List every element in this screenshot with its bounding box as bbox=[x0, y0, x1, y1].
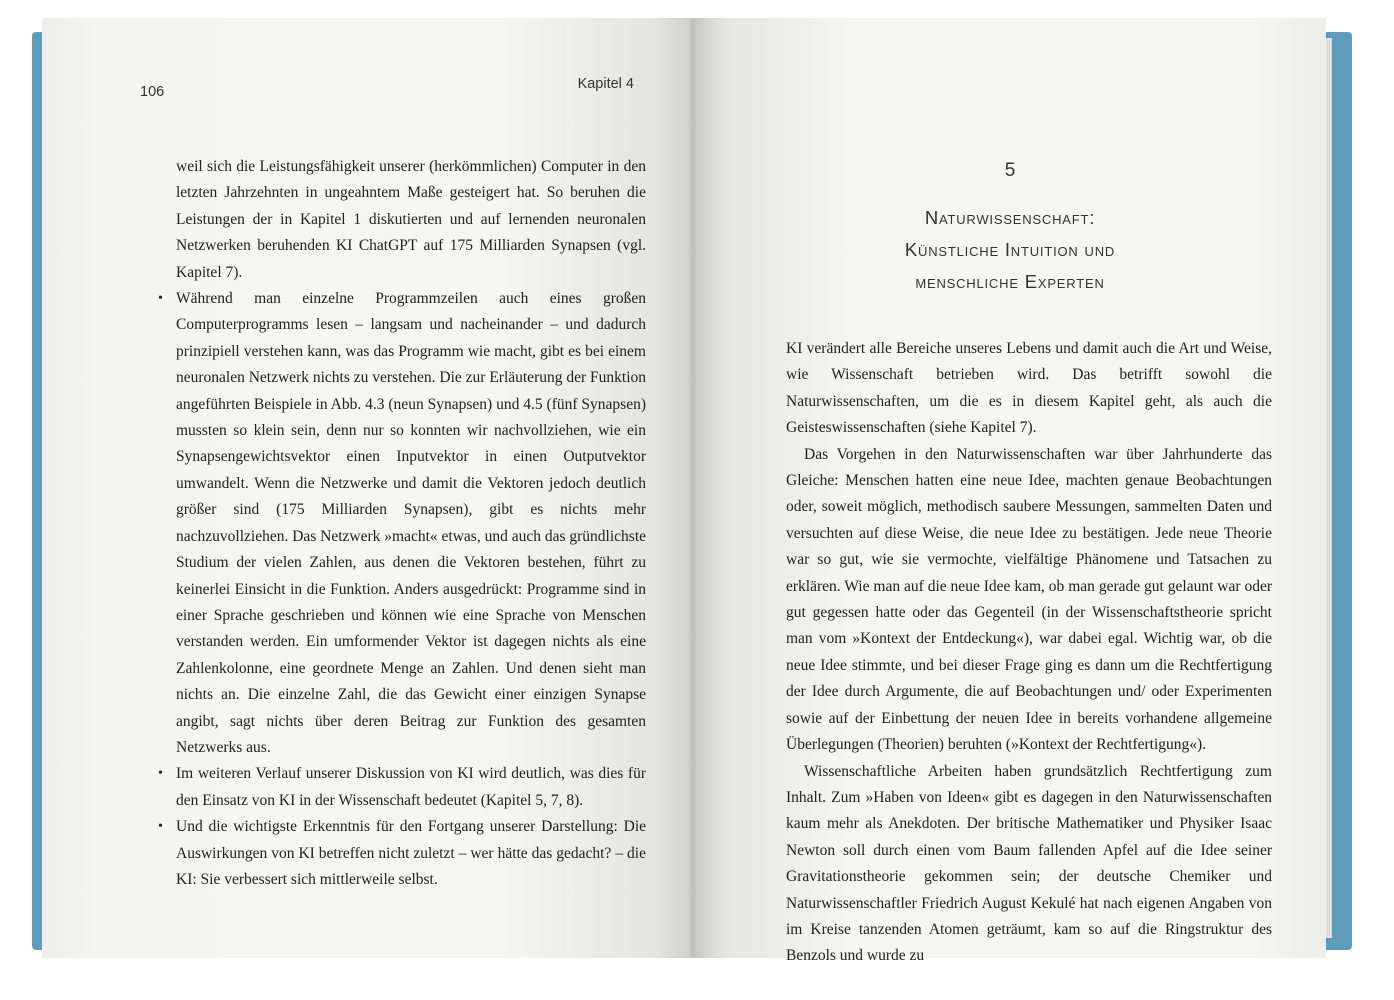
list-item-text: Und die wichtigste Erkenntnis für den Fortgang unserer Darstellung: Die Auswirkungen von KI betreffen nicht zuletzt – wer hätte das gedacht? – die KI: Sie verbessert sich mittlerweile selbst. bbox=[176, 818, 646, 888]
lead-paragraph: weil sich die Leistungsfähigkeit unserer (herkömmlichen) Computer in den letzten Jahrzehnten in ungeahntem Maße gesteigert hat. So beruhen die Leistungen der in Kapitel 1 diskutierten und auf lernenden neuronalen Netzwerken beruhenden KI ChatGPT auf 175 Milliarden Synapsen (vgl. Kapitel 7). bbox=[176, 158, 646, 281]
list-item bbox=[158, 814, 646, 893]
book-gutter bbox=[688, 18, 698, 958]
paragraph: KI verändert alle Bereiche unseres Lebens und damit auch die Art und Weise, wie Wissenschaft betrieben wird. Das betrifft sowohl die Naturwissenschaften, um die es in diesem Kapitel geht, als auch die Geisteswissenschaften (siehe Kapitel 7). bbox=[786, 340, 1272, 437]
left-page bbox=[42, 18, 694, 958]
chapter-title-line: Naturwissenschaft: bbox=[924, 207, 1096, 228]
bullet-icon: • bbox=[158, 819, 163, 835]
bullet-icon: • bbox=[158, 291, 163, 307]
list-item bbox=[158, 761, 646, 814]
chapter-number: 5 bbox=[1004, 160, 1016, 181]
chapter-title-line: Künstliche Intuition und bbox=[904, 239, 1116, 260]
list-item-text: Im weiteren Verlauf unserer Diskussion von KI wird deutlich, was dies für den Einsatz von KI in der Wissenschaft bedeutet (Kapitel 5, 7, 8). bbox=[176, 765, 646, 809]
bullet-list bbox=[158, 286, 646, 893]
paragraph: Wissenschaftliche Arbeiten haben grundsätzlich Rechtfertigung zum Inhalt. Zum »Haben von Ideen« gibt es dagegen in den Naturwissenschaften kaum mehr als Anekdoten. Der britische Mathematiker und Physiker Isaac Newton soll durch einen vom Baum fallenden Apfel auf die Idee seiner Gravitationstheorie gekommen sein; der deutsche Chemiker und Naturwissenschaftler Friedrich August Kekulé hat nach eigenen Angaben von im Kreise tanzenden Atomen geträumt, kam so auf die Ringstruktur des Benzols und wurde zu bbox=[786, 762, 1272, 965]
list-item bbox=[158, 286, 646, 761]
paragraph: Das Vorgehen in den Naturwissenschaften war über Jahrhunderte das Gleiche: Menschen hatten eine neue Idee, machten genaue Beobachtungen oder, soweit möglich, methodisch saubere Messungen, sammelten Daten und versuchten auf diese Weise, die neue Idee zu bestätigen. Jede neue Theorie war so gut, wie sie vermochte, vielfältige Phänomene und Tatsachen zu erklären. Wie man auf die neue Idee kam, ob man gerade gut gelaunt war oder gut gegessen hatte oder das Gegenteil (in der Wissenschaftstheorie spricht man vom »Kontext der Entdeckung«), war dabei egal. Wichtig war, ob die neue Idee stimmte, und bei dieser Frage ging es dann um die Rechtfertigung der Idee durch Argumente, die auf Beobachtungen und/ oder Experimenten sowie auf der Einbettung der neuen Idee in bereits vorhandene allgemeine Überlegungen (Theorien) beruhten (»Kontext der Rechtfertigung«). bbox=[786, 445, 1272, 754]
right-page bbox=[694, 18, 1326, 965]
right-page-body bbox=[786, 336, 1272, 970]
chapter-title-line: menschliche Experten bbox=[915, 271, 1105, 292]
running-head: Kapitel 4 bbox=[577, 76, 634, 92]
chapter-title bbox=[694, 202, 1326, 298]
page-number: 106 bbox=[140, 84, 165, 100]
bullet-icon: • bbox=[158, 766, 163, 782]
list-item-text: Während man einzelne Programmzeilen auch eines großen Computerprogramms lesen – langsam und nacheinander – und dadurch prinzipiell verstehen kann, was das Programm wie macht, gibt es bei einem neuronalen Netzwerk nichts zu verstehen. Die zur Erläuterung der Funktion angeführten Beispiele in Abb. 4.3 (neun Synapsen) und 4.5 (fünf Synapsen) mussten so klein sein, denn nur so konnten wir nachvollziehen, wie ein Synapsengewichtsvektor einen Inputvektor in einen Outputvektor umwandelt. Wenn die Netzwerke und damit die Vektoren jedoch deutlich größer sind (175 Milliarden Synapsen), gibt es nichts mehr nachzuvollziehen. Das Netzwerk »macht« etwas, und auch das gründlichste Studium der vielen Zahlen, aus denen die Vektoren bestehen, führt zu keinerlei Einsicht in die Funktion. Anders ausgedrückt: Programme sind in einer Sprache geschrieben und können wie eine Sprache von Menschen verstanden werden. Ein umformender Vektor ist dagegen nichts als eine Zahlenkolonne, eine geordnete Menge an Zahlen. Und denen sieht man nichts an. Die einzelne Zahl, die das Gewicht einer einzigen Synapse angibt, sagt nichts über deren Beitrag zur Funktion des gesamten Netzwerks aus. bbox=[176, 290, 647, 756]
left-page-body bbox=[158, 154, 646, 893]
